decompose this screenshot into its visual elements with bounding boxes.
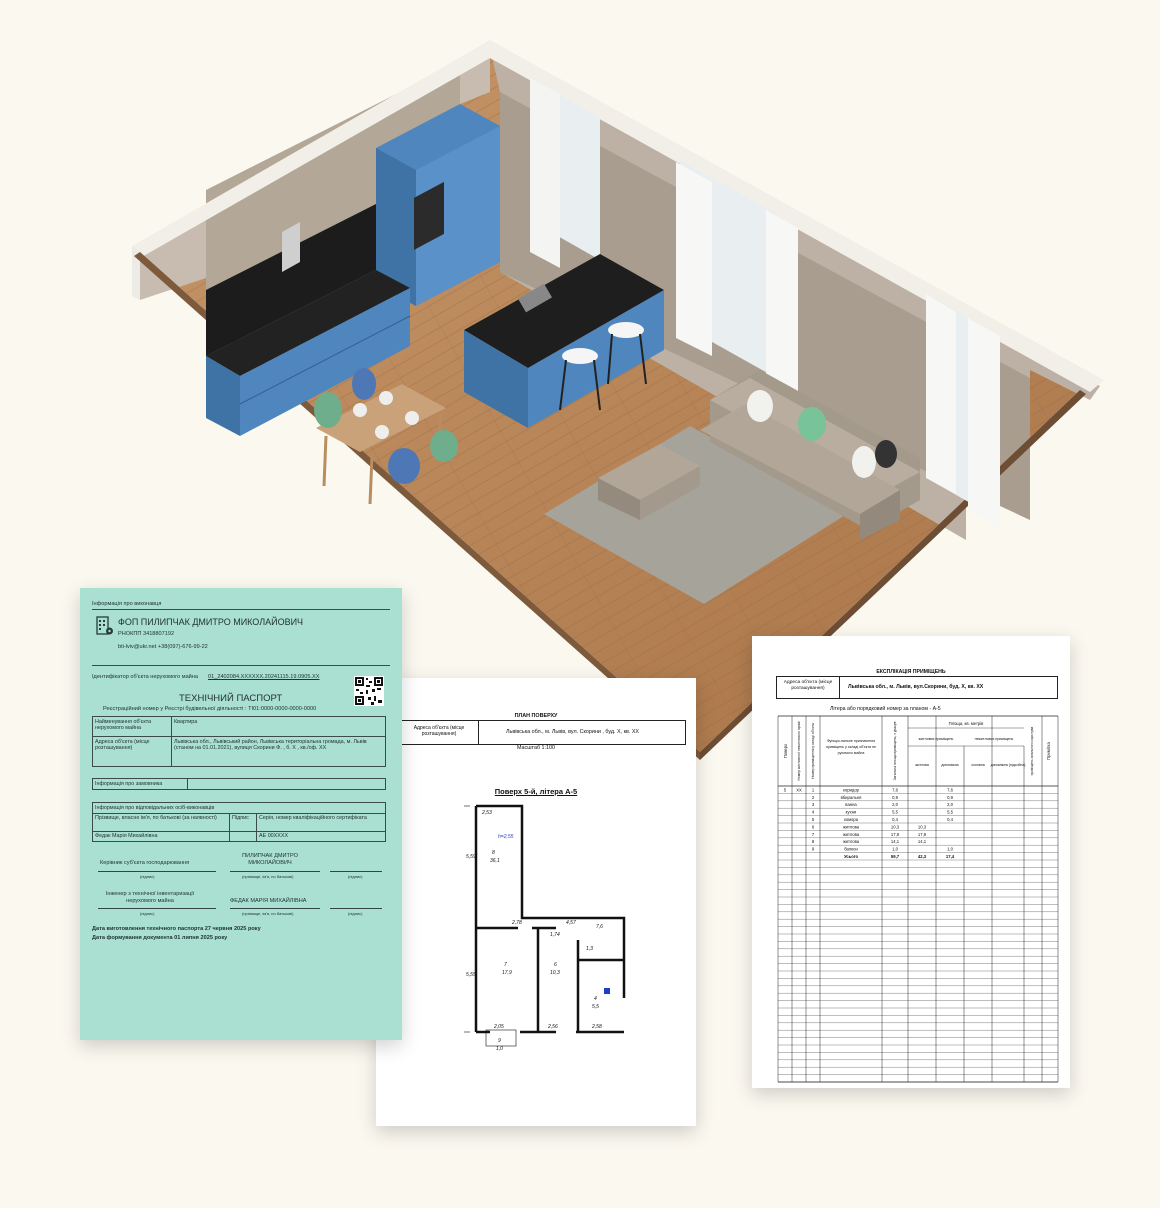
date-made: Дата виготовлення технічного паспорта 27 червня 2025 року — [92, 926, 261, 932]
area-header: Площа, кв. метрів — [948, 721, 984, 726]
cell-room-name: житлова — [842, 824, 860, 830]
dim-19: 9 — [498, 1038, 501, 1044]
dim-13: 1,3 — [586, 946, 593, 952]
sig-line-head-name — [230, 871, 320, 872]
litera: Літера або порядковий номер за планом - А-5 — [830, 706, 941, 712]
area-subheader-1: допоміжна — [941, 763, 959, 767]
responsible-cert: АЕ 00XXXX — [257, 831, 386, 842]
cell-room-name: кухня — [845, 809, 857, 815]
cell-total: 2,0 — [892, 802, 898, 808]
ventilation-mark — [604, 988, 610, 994]
dim-6: 4,57 — [566, 920, 576, 926]
head-name: ПИЛИПЧАК ДМИТРО МИКОЛАЙОВИЧ — [242, 853, 298, 866]
dim-8: 7 — [504, 962, 507, 968]
total-aux: 17,4 — [945, 854, 955, 859]
company-name: ФОП ПИЛИПЧАК ДМИТРО МИКОЛАЙОВИЧ — [118, 617, 304, 627]
dim-2: 5,59 — [466, 854, 476, 860]
engineer-name: ФЕДАК МАРІЯ МИХАЙЛІВНА — [230, 898, 307, 904]
dim-14: 2,05 — [494, 1024, 504, 1030]
customer-table — [92, 778, 386, 790]
col-common-header: приміщень загального користува — [1030, 726, 1034, 776]
object-id-label: Ідентифікатор об'єкта нерухомого майна — [92, 674, 199, 680]
explication-table — [778, 716, 1058, 1056]
area-subheader-3: допоміжна (підсобна) — [990, 763, 1026, 767]
dim-16: 2,58 — [592, 1024, 602, 1030]
dim-3: 8 — [492, 850, 495, 856]
dim-5: 2,78 — [512, 920, 522, 926]
expl-address-label: Адреса об'єкта (місце розташування) — [783, 680, 833, 691]
cell-total: 7,6 — [892, 787, 898, 793]
dim-18: 5,5 — [592, 1004, 599, 1010]
cell-room-number: 5 — [811, 817, 815, 822]
cell-total: 17,9 — [890, 831, 900, 837]
object-address-label: Адреса об'єкта (місце розташування) — [93, 737, 172, 767]
rnokpp: РНОКПП 3418807192 — [118, 631, 175, 637]
contacts: bti-lviv@ukr.net +38(097)-676-99-22 — [118, 644, 208, 650]
contractor-header: Інформація про виконавця — [92, 601, 162, 607]
col-func-header-3: рухомого майна — [837, 751, 865, 755]
cell-living: 14,1 — [917, 839, 927, 845]
cell-room-name: вбиральня — [840, 794, 862, 800]
cell-apt: XX — [796, 787, 802, 793]
qr-code — [354, 676, 384, 706]
cell-room-number: 1 — [811, 787, 815, 793]
cell-living: 10,3 — [917, 824, 927, 830]
building-gear-icon — [96, 616, 114, 636]
col-floor-header: Поверх — [783, 743, 788, 759]
dim-9: 17,9 — [502, 970, 512, 976]
registry-number: Реєстраційний номер у Реєстрі будівельної діяльності : ТІ01:0000-0000-0000-0000 — [103, 706, 317, 712]
cell-total: 0,4 — [892, 817, 898, 822]
sig-line-engineer-name — [230, 908, 320, 909]
dim-1: 2,53 — [482, 810, 492, 816]
cell-total: 14,1 — [890, 839, 900, 845]
floor-plan-document — [376, 678, 696, 1126]
date-formed: Дата формування документа 01 липня 2025 року — [92, 935, 228, 941]
col-func-header: Функціо-нальне призначення — [826, 739, 876, 743]
floor-title: Поверх 5-й, літера А-5 — [494, 787, 578, 796]
sig-line-head-seal — [330, 871, 382, 872]
living-header: житлових приміщень — [918, 737, 954, 741]
cell-total: 5,5 — [892, 809, 898, 815]
sig-line-head — [98, 871, 216, 872]
cell-living: 17,9 — [917, 831, 927, 837]
col-apt-header: Номер житлового/ нежитлового примі — [797, 721, 801, 781]
plan-scale: Масштаб 1:100 — [516, 745, 556, 751]
cell-room-name: коридор — [843, 787, 859, 793]
responsible-table — [92, 802, 386, 842]
nonliving-header: нежитлових приміщень — [974, 737, 1014, 741]
plan-address-value: Львівська обл., м. Львів, вул. Скорини , буд. Х, кв. ХХ — [506, 729, 640, 735]
caption-name-2: (прізвище, ім'я, по батькові) — [242, 911, 294, 916]
caption-sign: (підпис) — [140, 874, 155, 879]
dim-11: 6 — [554, 962, 557, 968]
technical-passport-document — [80, 588, 402, 1040]
total-label: Усього — [843, 854, 859, 859]
cell-room-name: балкон — [844, 846, 858, 852]
col-full-name: Прізвище, власне ім'я, по батькові (за наявності) — [93, 813, 230, 831]
head-label: Керівник суб'єкта господарювання — [100, 860, 190, 866]
cell-room-name: комора — [843, 817, 859, 822]
dim-17: 4 — [594, 996, 597, 1002]
cell-total: 1,0 — [892, 846, 898, 852]
cell-aux: 5,5 — [947, 809, 953, 815]
cell-room-number: 8 — [811, 839, 815, 845]
cell-room-number: 9 — [811, 846, 815, 852]
dim-4: 36,1 — [490, 858, 500, 864]
caption-seal: (підпис) — [348, 874, 363, 879]
caption-seal-2: (підпис) — [348, 911, 363, 916]
object-name-label: Найменування об'єкта нерухомого майна — [93, 717, 172, 737]
dim-7: 1,74 — [550, 932, 560, 938]
cell-floor: 5 — [783, 787, 787, 793]
cell-room-name: житлова — [842, 839, 860, 845]
ceiling-height: h=2,55 — [498, 834, 514, 840]
caption-sign-2: (підпис) — [140, 911, 155, 916]
col-room-header: Номер приміщення у складі об'єкта — [811, 723, 815, 779]
cell-aux: 1,0 — [947, 846, 953, 852]
object-id-value: 01_2402084.XXXXXX.20241115.19.0905.XX — [208, 674, 320, 680]
dim-15: 2,56 — [548, 1024, 558, 1030]
col-signature: Підпис — [230, 813, 257, 831]
expl-address-value: Львівська обл., м. Львів, вул.Скорини, буд. Х, кв. ХХ — [848, 684, 984, 690]
cell-total: 10,3 — [890, 824, 900, 830]
area-subheader-2: основна — [971, 763, 985, 767]
area-subheader-0: житлова — [915, 763, 929, 767]
cell-room-number: 7 — [811, 831, 815, 837]
cell-aux: 2,0 — [947, 802, 953, 808]
object-address-value: Львівська обл., Львівський район, Львівська територіальна громада, м. Львів (станом на 01.01.2021), вулиця Скорини Ф. , б. Х , кв./оф. ХХ — [172, 737, 386, 767]
col-total-header: Загальна площа приміщень, з урахув — [893, 721, 897, 781]
caption-name: (прізвище, ім'я, по батькові) — [242, 874, 294, 879]
dim-20: 1,0 — [496, 1046, 503, 1052]
responsible-header: Інформація про відповідальних осіб-виконавців — [93, 803, 386, 814]
customer-header: Інформація про замовника — [93, 779, 188, 790]
sig-line-engineer — [98, 908, 216, 909]
col-notes-header: Примітка — [1046, 742, 1051, 760]
cell-room-name: ванна — [845, 802, 857, 808]
col-certificate: Серія, номер кваліфікаційного сертифіката — [257, 813, 386, 831]
cell-room-number: 3 — [811, 802, 815, 808]
total-living: 42,3 — [917, 854, 927, 859]
passport-title: ТЕХНІЧНИЙ ПАСПОРТ — [179, 693, 283, 704]
dim-10: 5,55 — [466, 972, 476, 978]
plan-title: ПЛАН ПОВЕРХУ — [514, 713, 558, 719]
object-info-table — [92, 716, 386, 767]
expl-title: ЕКСПЛІКАЦІЯ ПРИМІЩЕНЬ — [876, 669, 946, 675]
plan-address-label: Адреса об'єкта (місце розташування) — [413, 725, 465, 737]
cell-aux: 0,9 — [947, 794, 953, 800]
col-func-header-2: приміщень у складі об'єкта не — [826, 745, 876, 749]
cell-aux: 0,4 — [947, 817, 953, 822]
floor-plan-drawing — [456, 800, 636, 1052]
dim-12: 10,3 — [550, 970, 560, 976]
engineer-label: Інженер з технічної інвентаризації нерухомого майна — [105, 891, 195, 904]
cell-room-number: 4 — [811, 809, 815, 815]
cell-room-name: житлова — [842, 831, 860, 837]
object-name-value: Квартира — [172, 717, 386, 737]
cell-room-number: 6 — [811, 824, 815, 830]
cell-aux: 7,6 — [947, 787, 953, 793]
dim-21: 7,6 — [596, 924, 603, 930]
total-area: 59,7 — [890, 854, 900, 859]
sig-line-engineer-seal — [330, 908, 382, 909]
cell-total: 0,9 — [892, 794, 898, 800]
room-explication-document — [752, 636, 1070, 1088]
cell-room-number: 2 — [811, 794, 815, 800]
responsible-name: Федак Марія Михайлівна — [93, 831, 230, 842]
